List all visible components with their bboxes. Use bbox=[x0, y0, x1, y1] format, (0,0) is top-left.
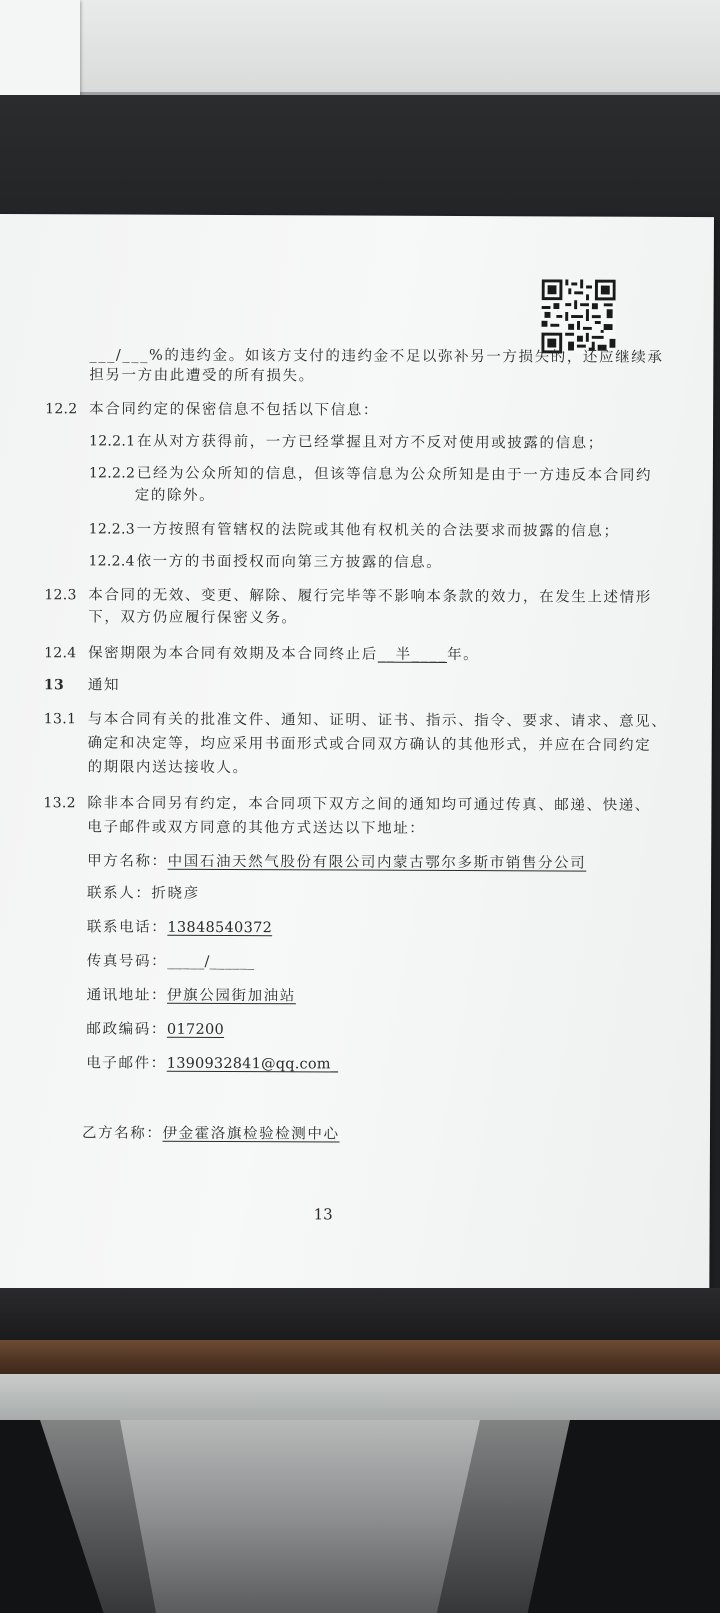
background-shelf-top bbox=[0, 0, 720, 95]
section-number-13: 13 bbox=[43, 677, 65, 694]
party-a-contact-value: 折晓彦 bbox=[151, 885, 200, 902]
clause-13-2-line-1: 除非本合同另有约定，本合同项下双方之间的通知均可通过传真、邮递、快递、 bbox=[87, 795, 651, 814]
clause-number-12-2-1: 12.2.1 bbox=[88, 433, 136, 450]
background-wood-edge bbox=[0, 1340, 720, 1374]
clause-12-4-text bbox=[88, 644, 479, 664]
background-desk bbox=[0, 95, 720, 220]
party-a-email-row bbox=[86, 1054, 338, 1073]
confidentiality-period-blank: __半____ bbox=[377, 646, 448, 663]
party-a-address-row bbox=[87, 986, 296, 1005]
party-a-phone-row bbox=[87, 918, 272, 937]
contract-page bbox=[0, 214, 714, 1293]
party-a-phone-value: 13848540372 bbox=[167, 919, 273, 937]
party-a-name-row bbox=[87, 852, 586, 872]
party-a-postcode-row bbox=[86, 1020, 224, 1039]
party-a-postcode-label: 邮政编码： bbox=[86, 1021, 167, 1038]
party-a-fax-row bbox=[87, 952, 255, 971]
clause-12-3-line-2: 下，双方仍应履行保密义务。 bbox=[88, 609, 298, 627]
clause-12-2-2-text: 已经为公众所知的信息，但该等信息为公众所知是由于一方违反本合同约 bbox=[136, 465, 653, 484]
party-a-address-value: 伊旗公园街加油站 bbox=[167, 987, 296, 1005]
clause-number-13-1: 13.1 bbox=[43, 711, 77, 728]
party-a-phone-label: 联系电话： bbox=[86, 919, 168, 936]
party-a-email-value: 1390932841@qq.com_ bbox=[166, 1055, 339, 1073]
clause-12-4-suffix: 年。 bbox=[447, 646, 480, 664]
party-b-name-value: 伊金霍洛旗检验检测中心 bbox=[162, 1125, 340, 1143]
background-desk-mat bbox=[0, 1288, 720, 1340]
party-a-email-label: 电子邮件： bbox=[86, 1055, 167, 1072]
party-a-address-label: 通讯地址： bbox=[86, 987, 168, 1004]
clause-13-2-line-2: 电子邮件或双方同意的其他方式送达以下地址： bbox=[87, 819, 426, 837]
background-desk-edge bbox=[0, 1374, 720, 1422]
clause-number-12-2: 12.2 bbox=[45, 401, 78, 418]
party-a-fax-value: _____/______ bbox=[167, 953, 255, 971]
party-b-name-label: 乙方名称： bbox=[81, 1125, 163, 1142]
clause-12-2-4-text: 依一方的书面授权而向第三方披露的信息。 bbox=[136, 553, 443, 571]
clause-number-12-3: 12.3 bbox=[44, 587, 77, 604]
clause-13-1-line-1: 与本合同有关的批准文件、通知、证明、证书、指示、指令、要求、请求、意见、 bbox=[87, 711, 668, 730]
clause-12-2-3-text: 一方按照有管辖权的法院或其他有权机关的合法要求而披露的信息； bbox=[136, 521, 620, 540]
clause-number-12-2-2: 12.2.2 bbox=[88, 465, 136, 482]
clause-13-1-line-3: 的期限内送达接收人。 bbox=[87, 759, 249, 777]
clause-12-2-text: 本合同约定的保密信息不包括以下信息： bbox=[89, 401, 379, 419]
continued-clause-line-2: 担另一方由此遭受的所有损失。 bbox=[89, 367, 315, 385]
clause-number-12-2-4: 12.2.4 bbox=[88, 553, 135, 570]
clause-number-13-2: 13.2 bbox=[43, 795, 76, 812]
background-chair-seat bbox=[120, 1420, 480, 1613]
qr-code-icon bbox=[541, 279, 615, 353]
clause-number-12-4: 12.4 bbox=[44, 645, 77, 662]
clause-12-3-line-1: 本合同的无效、变更、解除、履行完毕等不影响本条款的效力，在发生上述情形 bbox=[88, 587, 652, 606]
continued-clause-line-1: ___/___%的违约金。如该方支付的违约金不足以弥补另一方损失的，还应继续承 bbox=[89, 347, 664, 366]
party-a-name-value: 中国石油天然气股份有限公司内蒙古鄂尔多斯市销售分公司 bbox=[167, 853, 587, 872]
party-a-fax-label: 传真号码： bbox=[86, 953, 168, 970]
clause-12-2-2-text-cont: 定的除外。 bbox=[134, 487, 216, 504]
clause-number-12-2-3: 12.2.3 bbox=[88, 521, 136, 538]
section-13-title: 通知 bbox=[87, 677, 121, 694]
party-a-contact-label: 联系人： bbox=[87, 885, 152, 902]
party-b-name-row bbox=[82, 1124, 340, 1143]
party-a-name-label: 甲方名称： bbox=[87, 853, 168, 870]
page-number: 13 bbox=[313, 1205, 333, 1224]
party-a-contact-row bbox=[87, 884, 200, 902]
clause-12-4-prefix: 保密期限为本合同有效期及本合同终止后 bbox=[88, 645, 378, 663]
clause-12-2-1-text: 在从对方获得前，一方已经掌握且对方不反对使用或披露的信息； bbox=[136, 433, 604, 452]
party-a-postcode-value: 017200 bbox=[166, 1021, 225, 1038]
clause-13-1-line-2: 确定和决定等，均应采用书面形式或合同双方确认的其他形式，并应在合同约定 bbox=[87, 735, 652, 754]
